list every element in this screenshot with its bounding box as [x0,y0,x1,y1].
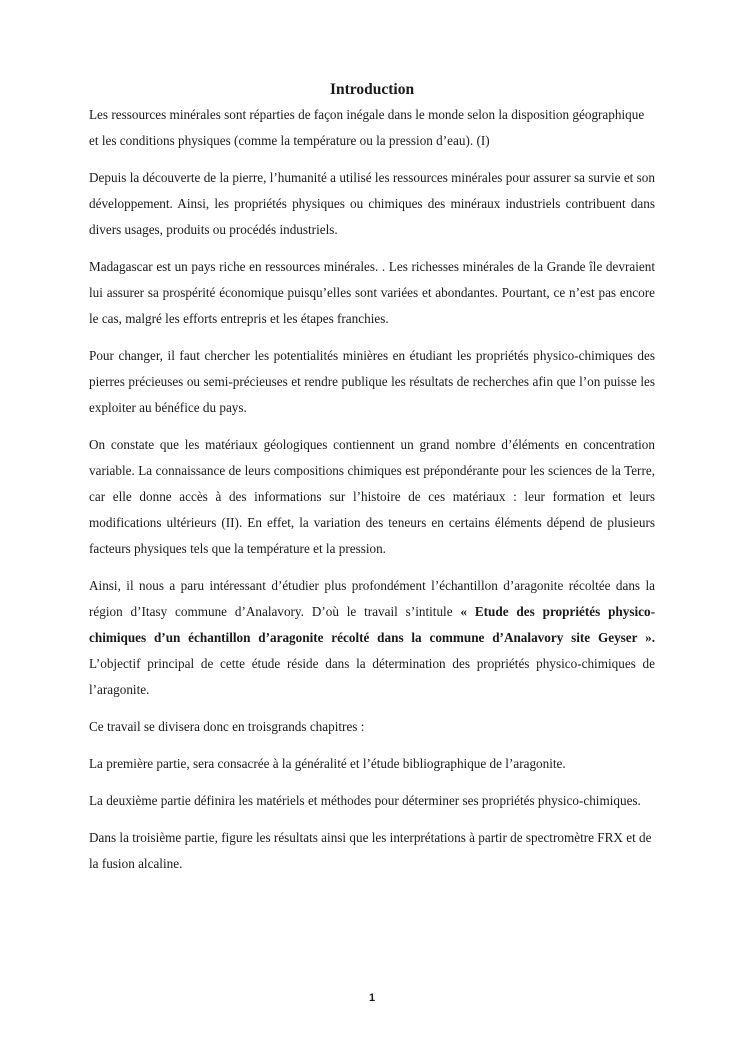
paragraph-6-end: L’objectif principal de cette étude réside dans la détermination des propriétés physico-chimiques de l’aragonite. [89,656,655,697]
paragraph-2: Depuis la découverte de la pierre, l’humanité a utilisé les ressources minérales pour assurer sa survie et son développement. Ainsi, les propriétés physiques ou chimiques des minéraux industriels contribuent dans divers usages, produits ou procédés industriels. [89,170,655,237]
page-title: Introduction [329,81,415,98]
paragraph-9: La deuxième partie définira les matériels et méthodes pour déterminer ses propriétés physico-chimiques. [89,793,641,808]
paragraph-6-intro: Ainsi, il nous a paru intéressant d’étudier plus profondément l’échantillon d’aragonite récoltée dans la région d’Itasy commune d’Analavory. D’où le travail s’intitule [89,578,655,619]
paragraph-10: Dans la troisième partie, figure les résultats ainsi que les interprétations à partir de spectromètre FRX et de la fusion alcaline. [89,830,652,871]
paragraph-4: Pour changer, il faut chercher les potentialités minières en étudiant les propriétés physico-chimiques des pierres précieuses ou semi-précieuses et rendre publique les résultats de recherches afin que l’on puisse les exploiter au bénéfice du pays. [89,348,655,415]
study-title: « Etude des propriétés physico-chimiques d’un échantillon d’aragonite récolté dans la commune d’Analavory site Geyser ». [89,604,655,645]
paragraph-8: La première partie, sera consacrée à la généralité et l’étude bibliographique de l’aragonite. [89,756,566,771]
page-number: 1 [368,992,376,1004]
paragraph-6 [89,573,655,703]
paragraph-3: Madagascar est un pays riche en ressources minérales. . Les richesses minérales de la Grande île devraient lui assurer sa prospérité économique puisqu’elles sont variées et abondantes. Pourtant, ce n’est pas encore le cas, malgré les efforts entrepris et les étapes franchies. [89,259,655,326]
paragraph-1: Les ressources minérales sont réparties de façon inégale dans le monde selon la disposition géographique et les conditions physiques (comme la température ou la pression d’eau). (I) [89,107,645,148]
document-page [89,80,655,888]
paragraph-5: On constate que les matériaux géologiques contiennent un grand nombre d’éléments en concentration variable. La connaissance de leurs compositions chimiques est prépondérante pour les sciences de la Terre, car elle donne accès à des informations sur l’histoire de ces matériaux : leur formation et leurs modifications ultérieurs (II). En effet, la variation des teneurs en certains éléments dépend de plusieurs facteurs physiques tels que la température et la pression. [89,437,655,556]
paragraph-7: Ce travail se divisera donc en troisgrands chapitres : [89,719,365,734]
